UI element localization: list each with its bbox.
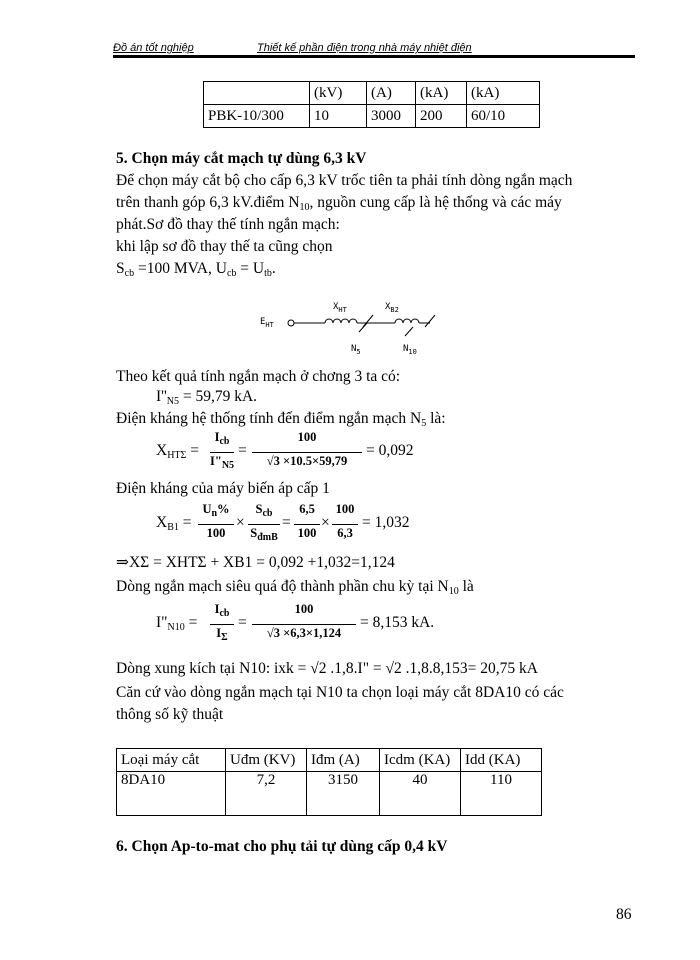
formula-xb1: $X_{B1}$ = $U_n\%$ 100 × $S_{cb}$ $S_{đmB}$ = 6,5 100 × 100 6,3 = 1,032 [156,502,410,543]
impulse-current: Dòng xung kích tại N10: ixk = √2 .1,8.I" = √2 .1,8.8,153= 20,75 kA [116,660,538,677]
table-cell: PBK-10/300 [204,105,310,128]
table-cell: 8DA10 [117,772,226,816]
base-values: $S_{cb} =100$ MVA, $U_{cb} = U_{tb}$. [116,260,276,279]
table-row [117,749,542,772]
paragraph-line: phát.Sơ đồ thay thế tính ngắn mạch: [116,216,340,233]
table-cell: 200 [416,105,467,128]
paragraph-line: Theo kết quả tính ngắn mạch ở chơng 3 ta có: [116,368,401,385]
table-cell: 10 [310,105,367,128]
table-cell: 40 [380,772,461,816]
paragraph-line: Điện kháng của máy biến áp cấp 1 [116,480,330,497]
table-header-cell: Iđm (A) [307,749,380,772]
formula-in10: $I"_{N10}$ = $I_{cb}$ $I_\Sigma$ = 100 √3 ×6,3×1,124 = 8,153 kA. [156,602,435,643]
table-row [117,772,542,816]
table-cell: (kV) [310,82,367,105]
table-cell [204,82,310,105]
table-row [204,105,540,128]
table-cell: 3150 [307,772,380,816]
header-left: Đồ án tốt nghiệp [113,42,194,54]
paragraph-line: thông số kỹ thuật [116,706,224,723]
paragraph-line: Để chọn máy cắt bộ cho cấp 6,3 kV trốc tiên ta phải tính dòng ngắn mạch [116,172,573,189]
table-header-cell: Icdm (KA) [380,749,461,772]
table-cell: 60/10 [467,105,540,128]
table-cell: 3000 [367,105,416,128]
table-cell: (kA) [467,82,540,105]
formula-xht: $X_{HT\Sigma}$ = $I_{cb}$ $I"_{N5}$ = 100 √3 ×10.5×59,79 = 0,092 [156,430,414,471]
table-header-cell: Uđm (KV) [226,749,307,772]
ehh-label: $E_{HT}$ [260,317,274,329]
table-breaker-prev [203,81,540,128]
xb2-label: $X_{B2}$ [385,302,399,314]
table-header-cell: Idd (KA) [461,749,542,772]
paragraph-line: Dòng ngắn mạch siêu quá độ thành phần chu kỳ tại $N_{10}$ là [116,578,474,597]
n5-label: $N_5$ [351,344,361,356]
header-rule [113,55,635,58]
page-number: 86 [616,906,632,923]
table-header-cell: Loại máy cắt [117,749,226,772]
paragraph-line: Căn cứ vào dòng ngắn mạch tại N10 ta chọn loại máy cắt 8DA10 có các [116,684,564,701]
paragraph-line: Điện kháng hệ thống tính đến điểm ngắn mạch $N_5$ là: [116,410,446,429]
section-6-title: 6. Chọn Ap-to-mat cho phụ tải tự dùng cấp 0,4 kV [116,838,448,855]
paragraph-line: trên thanh góp 6,3 kV.điểm $N_{10}$, nguồn cung cấp là hệ thống và các máy [116,194,562,213]
table-row [204,82,540,105]
paragraph-line: khi lập sơ đồ thay thế ta cũng chọn [116,238,333,255]
table-cell: 7,2 [226,772,307,816]
table-cell: (A) [367,82,416,105]
short-circuit-current: $I''_{N5} = 59,79$ kA. [156,388,258,407]
total-reactance: ⇒XΣ = XHTΣ + XB1 = 0,092 +1,032=1,124 [116,554,395,571]
section-5-title: 5. Chọn máy cắt mạch tự dùng 6,3 kV [116,150,367,167]
table-breaker-spec [116,748,542,816]
n10-label: $N_{10}$ [403,344,417,356]
table-cell: 110 [461,772,542,816]
header-center: Thiết kế phần điện trong nhà máy nhiệt điện [257,42,472,54]
xht-label: $X_{HT}$ [333,302,347,314]
table-cell: (kA) [416,82,467,105]
equivalent-circuit-diagram [255,300,455,360]
